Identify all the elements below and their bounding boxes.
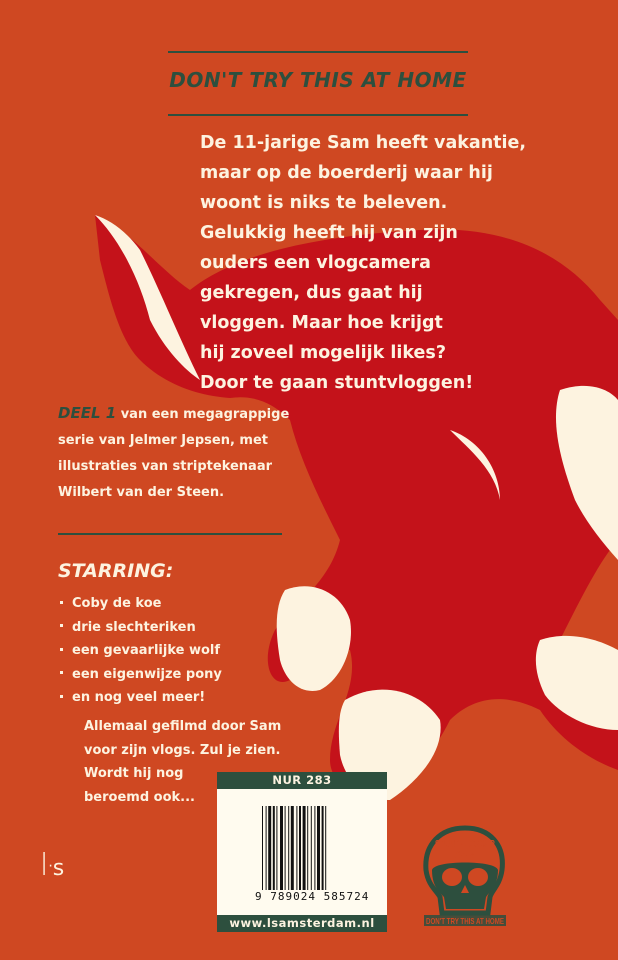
starring-title: STARRING: xyxy=(58,560,174,582)
blurb-line: woont is niks te beleven. xyxy=(200,193,448,213)
nur-code: NUR 283 xyxy=(217,772,387,789)
top-rule xyxy=(168,51,468,53)
skull-badge-icon xyxy=(420,825,510,930)
blurb-line: Gelukkig heeft hij van zijn xyxy=(200,223,458,243)
bullet-icon xyxy=(60,648,63,651)
website-link[interactable]: www.lsamsterdam.nl xyxy=(217,915,387,932)
blurb-line: vloggen. Maar hoe krijgt xyxy=(200,313,443,333)
blurb-line: De 11-jarige Sam heeft vakantie, xyxy=(200,133,527,153)
bullet-icon xyxy=(60,601,63,604)
heading-rule xyxy=(168,114,468,116)
series-line: Wilbert van der Steen. xyxy=(58,485,225,500)
blurb-line: ouders een vlogcamera xyxy=(200,253,431,273)
cast-item: een eigenwijze pony xyxy=(58,663,222,687)
barcode-label xyxy=(217,772,387,932)
barcode-icon xyxy=(262,806,374,894)
series-info xyxy=(58,400,318,506)
svg-text:DON'T TRY THIS AT HOME: DON'T TRY THIS AT HOME xyxy=(426,916,505,926)
svg-text:STUNTVLOGGER: STUNTVLOGGER xyxy=(435,839,496,850)
cast-list xyxy=(58,592,222,710)
series-volume: DEEL 1 xyxy=(58,404,117,422)
svg-text:SAM: SAM xyxy=(453,850,477,861)
cast-item: een gevaarlijke wolf xyxy=(58,639,222,663)
publisher-logo: l·s xyxy=(40,848,65,883)
blurb-line: hij zoveel mogelijk likes? xyxy=(200,343,446,363)
outro-line: voor zijn vlogs. Zul je zien. xyxy=(84,742,281,758)
isbn: 9 789024 585724 xyxy=(255,890,370,903)
bullet-icon xyxy=(60,695,63,698)
cast-item: en nog veel meer! xyxy=(58,686,222,710)
cast-item: drie slechteriken xyxy=(58,616,222,640)
series-line: serie van Jelmer Jepsen, met xyxy=(58,433,269,448)
outro-line: Allemaal gefilmd door Sam xyxy=(84,719,282,734)
cast-item: Coby de koe xyxy=(58,592,222,616)
blurb-line: gekregen, dus gaat hij xyxy=(200,283,423,303)
blurb xyxy=(200,128,610,398)
series-line: van een megagrappige xyxy=(116,407,290,422)
blurb-line: maar op de boerderij waar hij xyxy=(200,163,493,183)
heading: DON'T TRY THIS AT HOME xyxy=(169,68,467,92)
outro-line: Wordt hij nog xyxy=(84,766,184,781)
bullet-icon xyxy=(60,671,63,674)
outro-line: beroemd ook... xyxy=(84,789,195,805)
series-line: illustraties van striptekenaar xyxy=(58,459,273,474)
bullet-icon xyxy=(60,624,63,627)
blurb-line: Door te gaan stuntvloggen! xyxy=(200,373,474,393)
series-rule xyxy=(58,533,282,535)
